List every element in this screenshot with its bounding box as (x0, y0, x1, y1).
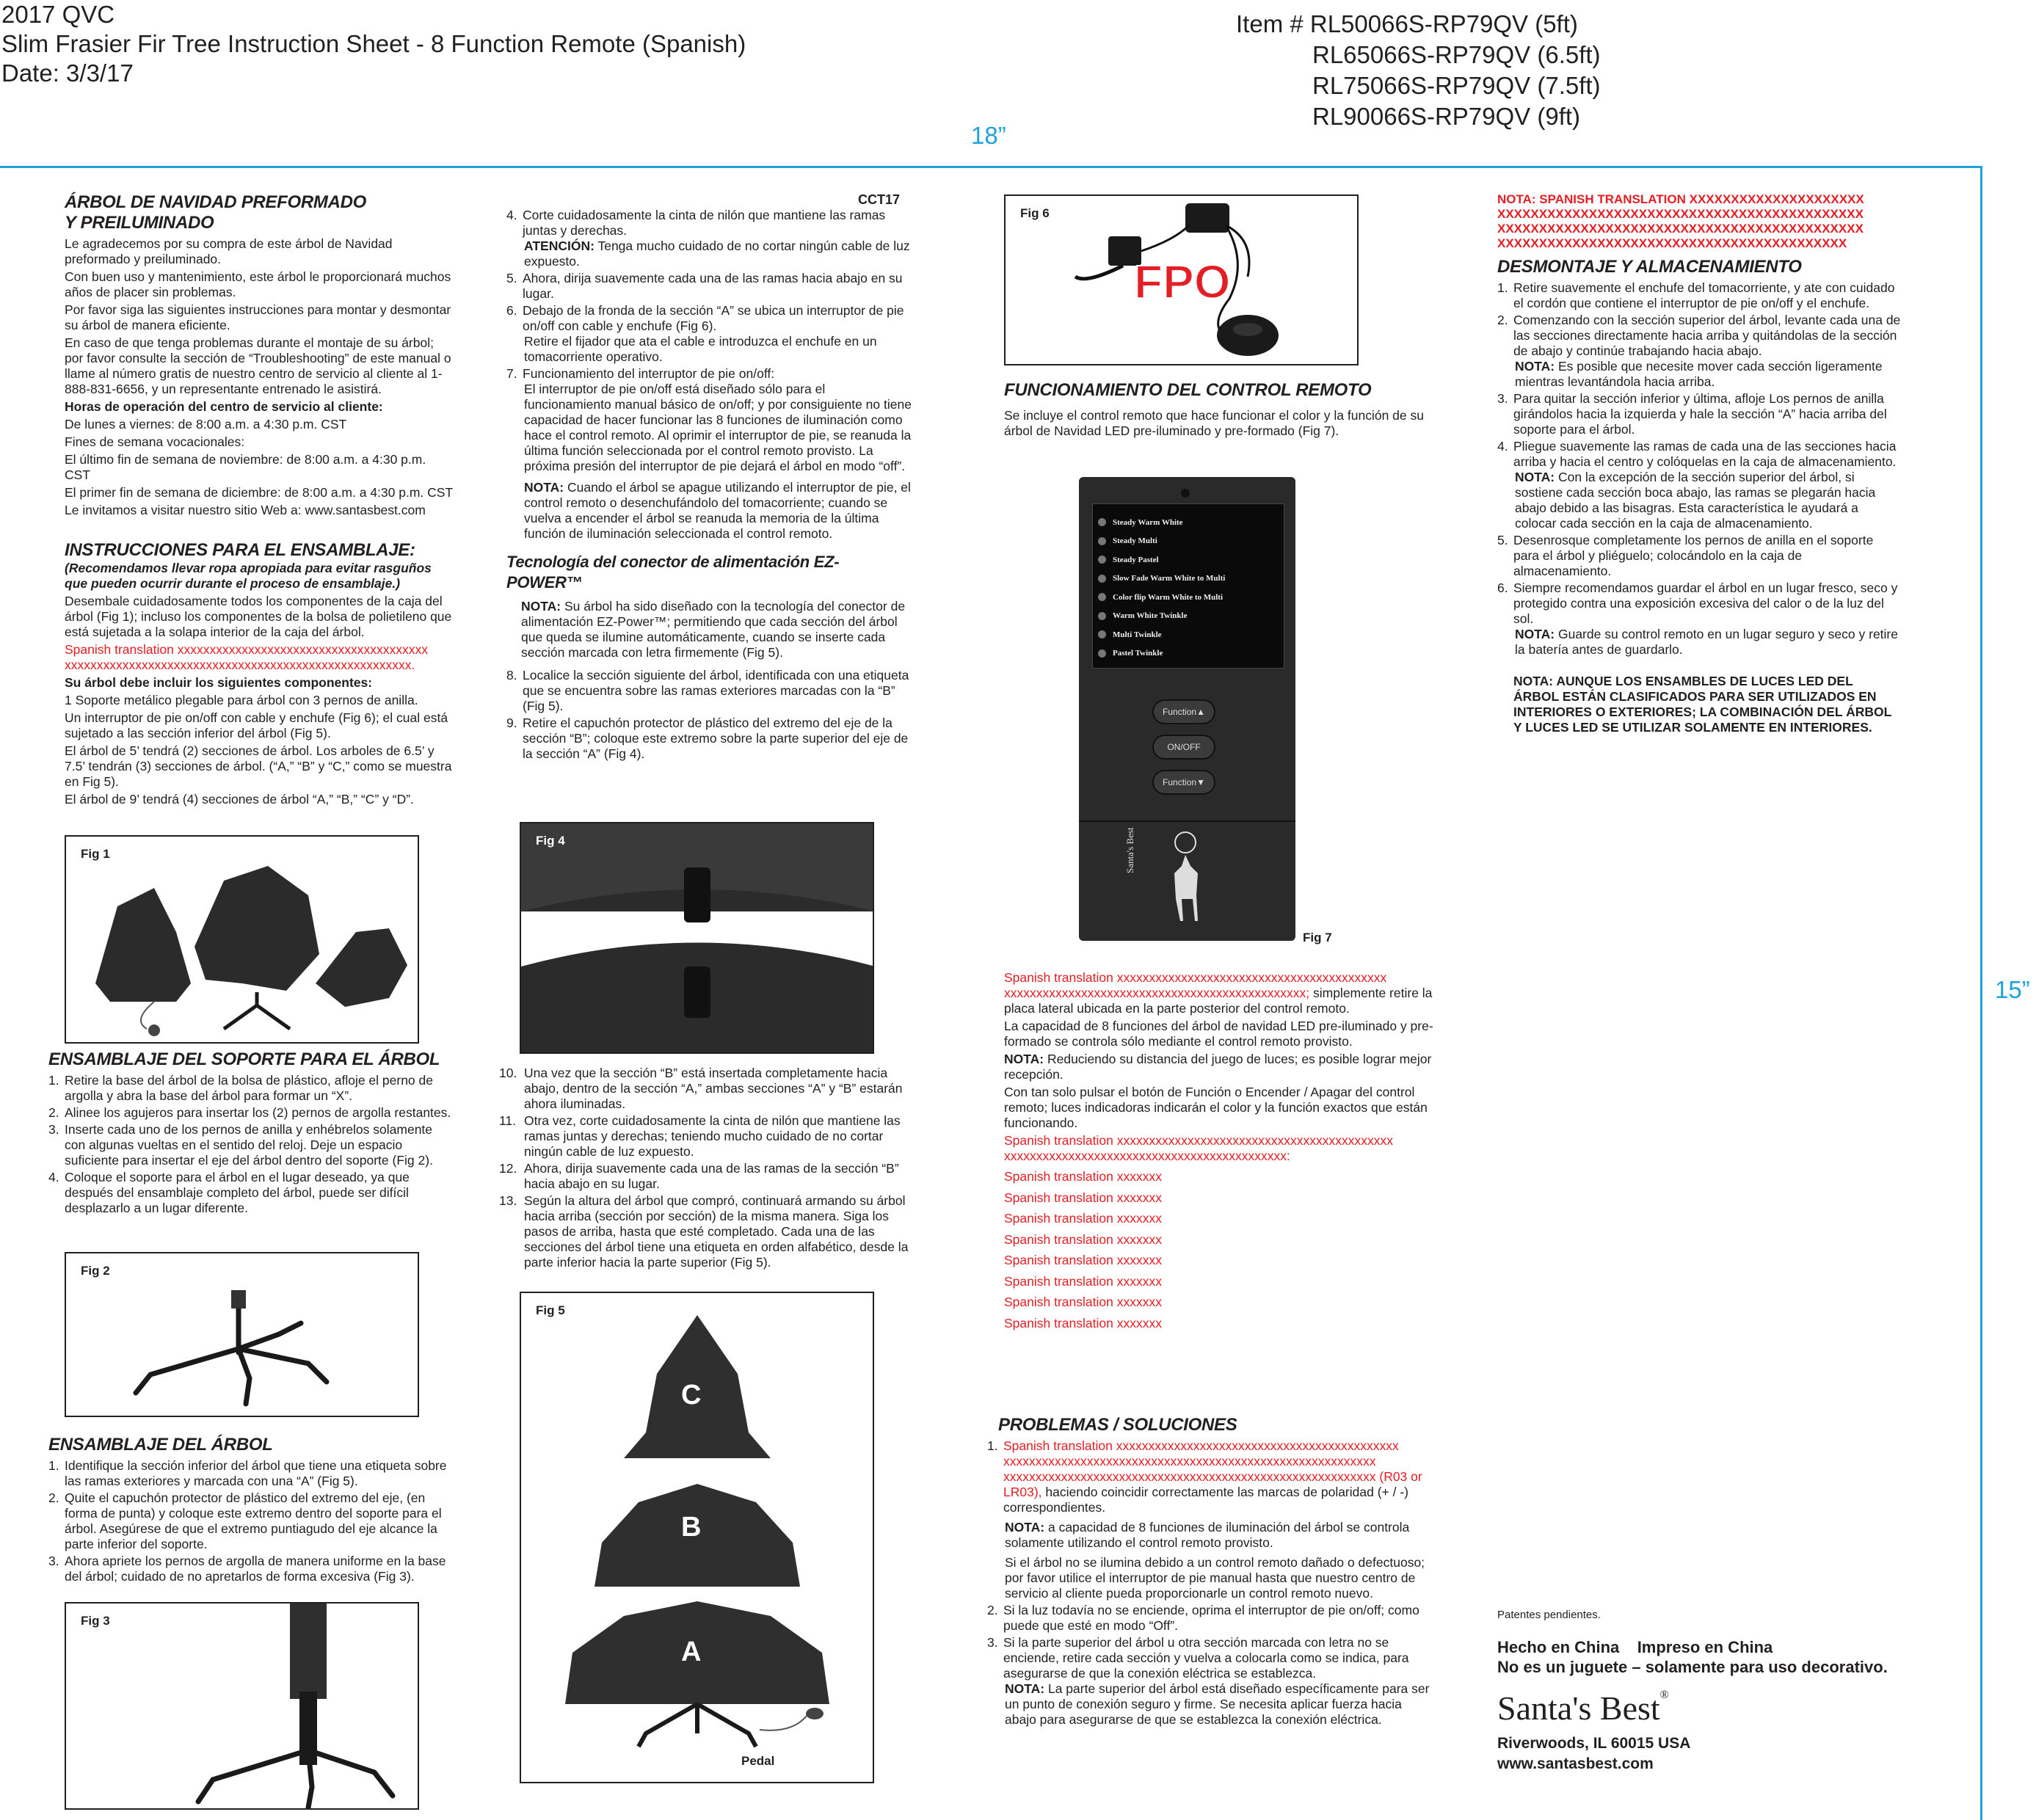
remote-notes (1004, 970, 1444, 1333)
red-line: Spanish translation xxxxxxx (1004, 1315, 1162, 1331)
function-up-button[interactable]: Function▲ (1152, 699, 1215, 724)
troubleshooting-title: PROBLEMAS / SOLUCIONES (998, 1415, 1237, 1435)
assembly-red-text: Spanish translation xxxxxxxxxxxxxxxxxxxxxxxxxxxxxxxxxxxxxxx xxxxxxxxxxxxxxxxxxxxxxxxxxxxxxxxxxxxxxxxxxxxxxxxxxxxxx. (65, 642, 428, 672)
remote-section (1004, 380, 1444, 441)
led-indicator-icon (1098, 518, 1106, 526)
fn-row: Steady Multi (1093, 532, 1284, 551)
led-indicator-icon (1098, 593, 1106, 601)
component-3: El árbol de 5’ tendrá (2) secciones de árbol. Los arboles de 6.5’ y 7.5’ tendrán (3) secciones de árbol. (“A,” “B” y “C,” como se muestra en Fig 5). (65, 743, 452, 789)
section-b-label: B (681, 1512, 702, 1543)
fn-row: Color flip Warm White to Multi (1093, 588, 1284, 607)
code-cct17: CCT17 (857, 192, 900, 207)
red-line: Spanish translation xxxxxxx (1004, 1211, 1162, 1226)
dis-step-4: 4. Pliegue suavemente las ramas de cada una de las secciones hacia arriba y hacia el centro y colóquelas en la caja de almacenamiento. NOTA: Con la excepción de la sección superior del árbol, si sostiene cada sección boca abajo, las ramas se plegarán hacia abajo debido a las bisagras. Esta característica le ayudará a colocar cada sección en la caja de almacenamiento. (1497, 439, 1897, 531)
remote-red-1-tail: simplemente retire la placa lateral ubicada en la parte posterior del control remoto. (1004, 986, 1433, 1016)
led-indicator-icon (1098, 537, 1106, 545)
tree-step: 2. Quite el capuchón protector de plástico del extremo del eje, (en forma de punta) y coloque este extremo dentro del soporte para el árbol. Asegúrese de que el extremo puntiagudo del eje alcance la parte inferior del soporte. (48, 1490, 442, 1551)
function-panel (1092, 503, 1284, 669)
fig-4-label: Fig 4 (536, 834, 565, 848)
fig-3-label: Fig 3 (81, 1614, 110, 1628)
stand-step: 4. Coloque el soporte para el árbol en el lugar deseado, ya que después del ensamblaje completo del árbol, puede ser difícil desplazarlo a un lugar diferente. (48, 1170, 410, 1215)
pedal-label: Pedal (741, 1754, 775, 1768)
fig-6-label: Fig 6 (1020, 206, 1050, 220)
fn-row: Slow Fade Warm White to Multi (1093, 569, 1284, 589)
fn-row: Warm White Twinkle (1093, 607, 1284, 626)
figure-4 (520, 822, 874, 1054)
dis-step-3: 3. Para quitar la sección inferior y última, afloje Los pernos de anilla girándolos hacia la izquierda y hale la sección “A” hacia arriba del soporte para el árbol. (1497, 391, 1887, 437)
remote-p: Se incluye el control remoto que hace funcionar el color y la función de su árbol de Navidad LED pre-iluminado y pre-formado (Fig 7). (1004, 408, 1424, 438)
red-line: Spanish translation xxxxxxx (1004, 1231, 1162, 1247)
column-1 (65, 192, 454, 809)
step-4: 4. Corte cuidadosamente la cinta de nilón que mantiene las ramas juntas y derechas. ATENCIÓN: Tenga mucho cuidado de no cortar ningún cable de luz expuesto. (506, 208, 910, 269)
fn-row: Steady Warm White (1093, 513, 1284, 532)
santas-best-logo: Santa's Best® (1497, 1689, 1669, 1727)
problem-1: 1. Spanish translation xxxxxxxxxxxxxxxxxxxxxxxxxxxxxxxxxxxxxxxxxxxx xxxxxxxxxxxxxxxxxxxxxxxxxxxxxxxxxxxxxxxxxxxxxxxxxxxxxxxxxx xxxxxxxxxxxxxxxxxxxxxxxxxxxxxxxxxxxxxxxxxxxxxxxxxxxxxxxxxx (R03 or LR03), haciendo coincidir correctamente las marcas de polaridad (+ / -) correspondientes. NOTA: a capacidad de 8 funciones de iluminación del árbol se controla solamente utilizando el control remoto provisto. Si el árbol no se ilumina debido a un control remoto dañado o defectuoso; por favor utilice el interruptor de pie manual hasta que nuestro centro de servicio al cliente pueda proporcionarle un control remoto nuevo. (987, 1438, 1425, 1601)
dis-step-6: 6. Siempre recomendamos guardar el árbol en un lugar fresco, seco y protegido contra una exposición excesiva del calor o de la luz del sol. NOTA: Guarde su control remoto en un lugar seguro y seco y retire la batería antes de guardarlo. (1497, 580, 1898, 657)
function-down-button[interactable]: Function▼ (1152, 770, 1215, 795)
step-13: 13. Según la altura del árbol que compró, continuará armando su árbol hacia arriba (sección por sección) de la misma manera. Siga los pasos de arriba, hasta que esté completado. Cada una de las secciones del árbol tiene una etiqueta en orden alfabético, desde la parte inferior hacia la parte superior (Fig 5). (499, 1193, 909, 1270)
red-line: Spanish translation xxxxxxx (1004, 1273, 1162, 1289)
item-7-5ft: RL75066S-RP79QV (7.5ft) (1312, 72, 1601, 99)
indoor-use-note: NOTA: AUNQUE LOS ENSAMBLES DE LUCES LED DEL ÁRBOL ESTÁN CLASIFICADOS PARA SER UTILIZADOS EN INTERIORES O EXTERIORES; LA COMBINACIÓN DEL ÁRBOL Y LUCES LED SE UTILIZAR SOLAMENTE EN INTERIORES. (1513, 674, 1891, 735)
red-line: Spanish translation xxxxxxx (1004, 1295, 1162, 1309)
remote-p2: La capacidad de 8 funciones del árbol de navidad LED pre-iluminado y pre-formado se controla sólo mediante el control remoto provisto. (1004, 1019, 1433, 1049)
column-2 (506, 192, 915, 763)
disassembly-title: DESMONTAJE Y ALMACENAMIENTO (1497, 257, 1802, 277)
step-11: 11. Otra vez, corte cuidadosamente la cinta de nilón que mantiene las ramas juntas y derechas; teniendo mucho cuidado de no cortar ningún cable de luz expuesto. (499, 1113, 901, 1159)
header-line-1: 2017 QVC (1, 1, 115, 28)
stand-step: 3. Inserte cada uno de los pernos de anilla y enhébrelos solamente con algunas vueltas en el sentido del reloj. Deje un espacio suficiente para insertar el eje del árbol dentro del soporte (Fig 2). (48, 1122, 433, 1168)
fn-row: Steady Pastel (1093, 550, 1284, 569)
column-4 (1497, 192, 1901, 738)
remote-title: FUNCIONAMIENTO DEL CONTROL REMOTO (1004, 380, 1372, 400)
led-indicator-icon (1098, 556, 1106, 564)
tree-step: 1. Identifique la sección inferior del árbol que tiene una etiqueta sobre las ramas exteriores y marcada con una “A” (Fig 5). (48, 1458, 447, 1488)
header-items (1236, 9, 1601, 132)
item-5ft: Item # RL50066S-RP79QV (5ft) (1236, 10, 1578, 37)
brand-vertical-text: Santa's Best (1124, 827, 1135, 873)
header-left (1, 0, 746, 88)
assembly-p: Desembale cuidadosamente todos los componentes de la caja del árbol (Fig 1); incluso los componentes de la bolsa de polietileno que está sujetada a la solapa interior de la caja del árbol. (65, 594, 452, 639)
section-c-label: C (681, 1380, 702, 1410)
stand-step: 1. Retire la base del árbol de la bolsa de plástico, afloje el perno de argolla y abra la base del árbol para formar un “X”. (48, 1073, 433, 1103)
component-1: 1 Soporte metálico plegable para árbol con 3 pernos de anilla. (65, 693, 418, 707)
fig-7-label: Fig 7 (1303, 931, 1332, 944)
title-line-2: Y PREILUMINADO (65, 213, 214, 233)
made-in-china: Hecho en China Impreso en China (1497, 1638, 1773, 1656)
hours-2: Fines de semana vocacionales: (65, 434, 245, 449)
assembly-subtitle: (Recomendamos llevar ropa apropiada para evitar rasguños que pueden ocurrir durante el proceso de ensamblaje.) (65, 561, 432, 591)
ez-note-text: Su árbol ha sido diseñado con la tecnología del conector de alimentación EZ-Power™; permitiendo que cada sección del árbol que queda se ilumine automáticamente, cuando se inserte cada sección marcada con letra firmemente (Fig 5). (521, 599, 906, 660)
reindeer-logo-icon (1152, 829, 1218, 925)
tree-assembly-title: ENSAMBLAJE DEL ÁRBOL (48, 1435, 273, 1455)
tree-assembly (48, 1435, 454, 1586)
step-10: 10. Una vez que la sección “B” está insertada completamente hacia abajo, dentro de la sección “A,” ambas secciones “A” y “B” estarán ahora iluminadas. (499, 1066, 903, 1111)
figure-6 (1004, 194, 1359, 365)
led-indicator-icon (1098, 630, 1106, 638)
ez-note-label: NOTA: (521, 599, 561, 614)
dimension-height: 15” (1995, 976, 2030, 1003)
intro-p1: Le agradecemos por su compra de este árbol de Navidad preformado y preiluminado. (65, 236, 393, 266)
fn-row: Multi Twinkle (1093, 625, 1284, 644)
title-line-1: ÁRBOL DE NAVIDAD PREFORMADO (65, 192, 367, 212)
hours-4: El primer fin de semana de diciembre: de 8:00 a.m. a 4:30 p.m. CST (65, 485, 454, 500)
led-indicator-icon (1098, 612, 1106, 620)
hours-1: De lunes a viernes: de 8:00 a.m. a 4:30 p.m. CST (65, 417, 347, 432)
tree-sections-image (66, 837, 419, 1044)
section-a-label: A (681, 1637, 702, 1667)
fig-1-label: Fig 1 (81, 847, 110, 861)
component-4: El árbol de 9’ tendrá (4) secciones de árbol “A,” “B,” “C” y “D”. (65, 792, 414, 807)
dis-step-1: 1. Retire suavemente el enchufe del tomacorriente, y ate con cuidado el cordón que contiene el interruptor de pie on/off y el enchufe. (1497, 280, 1895, 310)
header-line-2: Slim Frasier Fir Tree Instruction Sheet - 8 Function Remote (Spanish) (1, 30, 746, 57)
stand-title: ENSAMBLAJE DEL SOPORTE PARA EL ÁRBOL (48, 1049, 440, 1069)
figure-2 (65, 1252, 419, 1417)
remote-red-1: Spanish translation xxxxxxxxxxxxxxxxxxxxxxxxxxxxxxxxxxxxxxxxxx xxxxxxxxxxxxxxxxxxxxxxxxxxxxxxxxxxxxxxxxxxxxxxx; (1004, 970, 1387, 1000)
remote-control (1079, 477, 1295, 941)
fn-row: Pastel Twinkle (1093, 644, 1284, 663)
stand-assembly (48, 1049, 454, 1217)
step-9: 9. Retire el capuchón protector de plástico del extremo del eje de la sección “B”; coloque este extremo sobre la parte superior del eje de la sección “A” (Fig 4). (506, 716, 909, 761)
steps-10-13 (499, 1066, 915, 1272)
red-line: Spanish translation xxxxxxx (1004, 1190, 1162, 1205)
assembly-title: INSTRUCCIONES PARA EL ENSAMBLAJE: (65, 540, 415, 560)
on-off-button[interactable]: ON/OFF (1152, 735, 1215, 760)
figure-3 (65, 1602, 419, 1810)
led-indicator-icon (1098, 649, 1106, 658)
intro-p2: Con buen uso y mantenimiento, este árbol le proporcionará muchos años de placer sin problemas. (65, 269, 451, 299)
component-2: Un interruptor de pie on/off con cable y enchufe (Fig 6); el cual está sujetado a las sección inferior del árbol (Fig 5). (65, 710, 448, 740)
stand-step: 2. Alinee los agujeros para insertar los (2) pernos de argolla restantes. (48, 1105, 451, 1120)
hours-3: El último fin de semana de noviembre: de 8:00 a.m. a 4:30 p.m. CST (65, 452, 426, 482)
components-title: Su árbol debe incluir los siguientes componentes: (65, 675, 373, 690)
patents-text: Patentes pendientes. (1497, 1609, 1601, 1621)
website-line: Le invitamos a visitar nuestro sitio Web a: www.santasbest.com (65, 503, 426, 517)
dimension-width: 18” (971, 122, 1006, 149)
section-insertion-image (521, 823, 874, 1054)
step-12: 12. Ahora, dirija suavemente cada una de las ramas de la sección “B” hacia abajo en su lugar. (499, 1161, 899, 1191)
figure-5 (520, 1292, 874, 1783)
dis-step-5: 5. Desenrosque completamente los pernos de anilla en el soporte para el árbol y pliéguelo; colocándolo en la caja de almacenamiento. (1497, 533, 1874, 578)
fpo-label: FPO (1134, 255, 1231, 308)
fig-2-label: Fig 2 (81, 1264, 110, 1278)
troubleshooting (987, 1415, 1435, 1729)
remote-red-2: Spanish translation xxxxxxxxxxxxxxxxxxxxxxxxxxxxxxxxxxxxxxxxxxx xxxxxxxxxxxxxxxxxxxxxxxxxxxxxxxxxxxxxxxxxxxx: (1004, 1133, 1393, 1163)
fig-5-label: Fig 5 (536, 1303, 565, 1317)
intro-p3: Por favor siga las siguientes instrucciones para montar y desmontar su árbol de manera eficiente. (65, 302, 451, 332)
pole-in-stand-image (66, 1604, 419, 1810)
hours-title: Horas de operación del centro de servicio al cliente: (65, 399, 383, 414)
step-6: 6. Debajo de la fronda de la sección “A” se ubica un interruptor de pie on/off con cable y enchufe (Fig 6). Retire el fijador que ata el cable e introduzca el enchufe en un tomacorriente operativo. (506, 303, 904, 364)
item-9ft: RL90066S-RP79QV (9ft) (1312, 103, 1581, 130)
folding-stand-image (66, 1253, 419, 1417)
not-a-toy: No es un juguete – solamente para uso decorativo. (1497, 1658, 1888, 1676)
step-5: 5. Ahora, dirija suavemente cada una de las ramas hacia abajo en su lugar. (506, 271, 903, 301)
remote-note-label: NOTA: (1004, 1052, 1044, 1066)
header-line-3: Date: 3/3/17 (1, 59, 134, 87)
step-7: 7. Funcionamiento del interruptor de pie on/off: El interruptor de pie on/off está diseñado sólo para el funcionamiento manual básico de on/off; y por consiguiente no tiene capacidad de hacer funcionar las 8 funciones de iluminación como hace el control remoto. Al oprimir el interruptor de pie, se reanuda la última función seleccionada por el control remoto provisto. La próxima presión del interruptor de pie dejará el árbol en modo “off”. NOTA: Cuando el árbol se apague utilizando el interruptor de pie, el control remoto o desenchufándolo del tomacorriente; cuando se vuelva a encender el árbol se reanuda la memoria de la última función de iluminación seleccionada el control remoto. (506, 366, 912, 541)
ir-sensor-icon (1181, 489, 1190, 498)
red-line: Spanish translation xxxxxxx (1004, 1253, 1162, 1267)
website-link[interactable]: www.santasbest.com (1497, 1755, 1654, 1772)
item-6-5ft: RL65066S-RP79QV (6.5ft) (1312, 41, 1601, 68)
tree-step: 3. Ahora apriete los pernos de argolla de manera uniforme en la base del árbol; cuidado de no apretarlos de forma excesiva (Fig 3). (48, 1554, 446, 1584)
battery-cover-divider (1079, 820, 1295, 822)
footer (1497, 1609, 1938, 1774)
remote-note-text: Reduciendo su distancia del juego de luces; es posible lograr mejor recepción. (1004, 1052, 1432, 1082)
address: Riverwoods, IL 60015 USA (1497, 1735, 1691, 1752)
remote-p3: Con tan solo pulsar el botón de Función o Encender / Apagar del control remoto; luces indicadoras indicarán el color y la función exactos que están funcionando. (1004, 1085, 1428, 1130)
ez-power-title: Tecnología del conector de alimentación EZ-POWER™ (506, 553, 840, 592)
problem-3: 3. Si la parte superior del árbol u otra sección marcada con letra no se enciende, retire cada sección y vuelva a colocarla como se indica, para asegurarse de que la conexión eléctrica se establezca. NOTA: La parte superior del árbol está diseñado específicamente para ser un punto de conexión seguro y firme. Se necesita aplicar fuerza hacia abajo para asegurarse de que se establezca la conexión eléctrica. (987, 1635, 1430, 1727)
intro-p4: En caso de que tenga problemas durante el montaje de su árbol; por favor consulte la sección de “Troubleshooting” de este manual o llame al número gratis de nuestro centro de servicio al cliente al 1-888-831-6656, y un representante entrenado le asistirá. (65, 335, 451, 396)
red-translation-note: NOTA: SPANISH TRANSLATION XXXXXXXXXXXXXXXXXXXXX XXXXXXXXXXXXXXXXXXXXXXXXXXXXXXXXXXXXXXXXXXXX XXXXXXXXXXXXXXXXXXXXXXXXXXXXXXXXXXXXXXXXXXXX XXXXXXXXXXXXXXXXXXXXXXXXXXXXXXXXXXXXXXXXXX (1497, 192, 1864, 250)
problem-2: 2. Si la luz todavía no se enciende, oprima el interruptor de pie on/off; como puede que esté en modo “Off”. (987, 1603, 1419, 1633)
dis-step-2: 2. Comenzando con la sección superior del árbol, levante cada una de las secciones directamente hacia arriba y quitándolas de la sección de abajo y continúe trabajando hacia abajo. NOTA: Es posible que necesite mover cada sección ligeramente mientras levantándola hacia arriba. (1497, 313, 1901, 389)
figure-1 (65, 835, 419, 1044)
red-line: Spanish translation xxxxxxx (1004, 1169, 1162, 1184)
step-8: 8. Localice la sección siguiente del árbol, identificada con una etiqueta que se encuentra sobre las ramas exteriores marcadas con la “B” (Fig 5). (506, 668, 909, 713)
led-indicator-icon (1098, 575, 1106, 583)
